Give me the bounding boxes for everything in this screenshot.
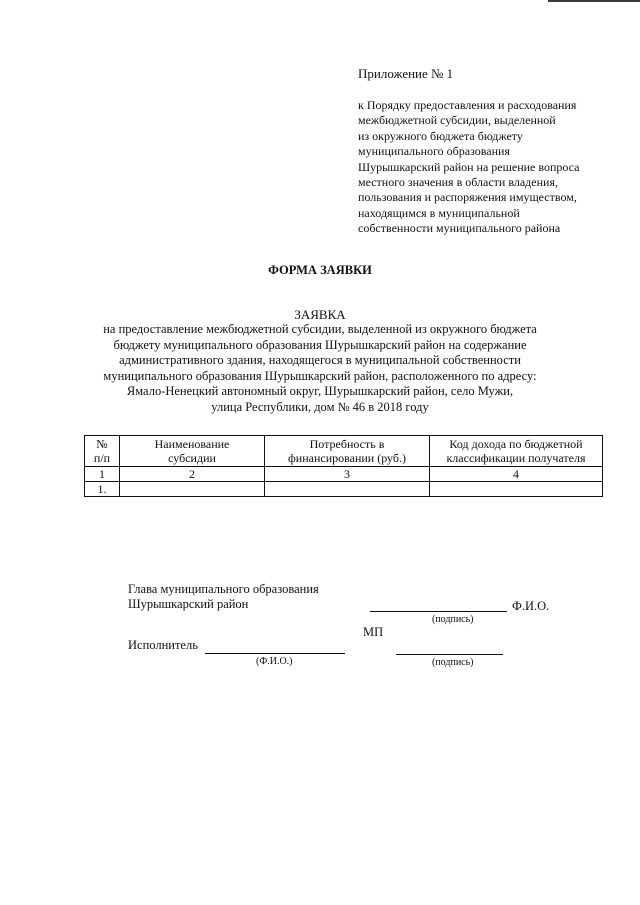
- table-cell: 3: [265, 467, 430, 482]
- application-subtitle: [100, 322, 540, 415]
- header-text: Наименование: [154, 437, 230, 451]
- header-number: [85, 436, 120, 467]
- executor-signature-caption: (подпись): [432, 657, 474, 668]
- appendix-text: [358, 98, 618, 237]
- table-cell: 1: [85, 467, 120, 482]
- appendix-line: пользования и распоряжения имуществом,: [358, 190, 577, 205]
- appendix-line: из окружного бюджета бюджету: [358, 128, 523, 143]
- appendix-line: местного значения в области владения,: [358, 175, 558, 190]
- table-row: [85, 467, 603, 482]
- head-title-line1: Глава муниципального образования: [128, 582, 319, 596]
- form-title: ФОРМА ЗАЯВКИ: [268, 263, 372, 277]
- stamp-place: МП: [363, 625, 384, 639]
- scan-edge-mark: [548, 0, 640, 2]
- appendix-line: собственности муниципального района: [358, 221, 561, 236]
- application-line: муниципального образования Шурышкарский район, расположенного по адресу:: [103, 368, 537, 383]
- table-cell: 2: [120, 467, 265, 482]
- head-fio: Ф.И.О.: [512, 599, 550, 613]
- head-signature-line: [370, 611, 507, 612]
- header-text: субсидии: [168, 451, 216, 465]
- application-line: административного здания, находящегося в муниципальной собственности: [119, 353, 521, 367]
- table-cell: [430, 482, 603, 497]
- table-cell: 1.: [85, 482, 120, 497]
- subsidy-table: [84, 435, 603, 497]
- header-income-code: [430, 436, 603, 467]
- application-title: ЗАЯВКА: [294, 307, 346, 322]
- application-line: Ямало-Ненецкий автономный округ, Шурышкарский район, село Мужи,: [126, 384, 514, 398]
- table-cell: [265, 482, 430, 497]
- appendix-line: находящимся в муниципальной: [358, 205, 520, 220]
- header-text: №: [96, 437, 108, 451]
- table-header-row: [85, 436, 603, 467]
- executor-signature-line: [396, 654, 503, 655]
- header-text: Код дохода по бюджетной: [449, 437, 583, 451]
- table-cell: [120, 482, 265, 497]
- table-row: [85, 482, 603, 497]
- executor-fio-line: [205, 653, 345, 654]
- head-title-line2: Шурышкарский район: [128, 597, 249, 611]
- application-line: улица Республики, дом № 46 в 2018 году: [211, 399, 429, 414]
- executor-label: Исполнитель: [128, 638, 198, 652]
- application-line: на предоставление межбюджетной субсидии, выделенной из окружного бюджета: [103, 322, 537, 336]
- head-signature-caption: (подпись): [432, 614, 474, 625]
- appendix-line: межбюджетной субсидии, выделенной: [358, 113, 556, 128]
- header-text: классификации получателя: [446, 451, 586, 465]
- header-subsidy-name: [120, 436, 265, 467]
- header-text: Потребность в: [309, 437, 385, 451]
- appendix-title: Приложение № 1: [358, 66, 454, 81]
- appendix-line: Шурышкарский район на решение вопроса: [358, 159, 580, 174]
- executor-fio-caption: (Ф.И.О.): [256, 656, 293, 667]
- application-line: бюджету муниципального образования Шурышкарский район на содержание: [113, 337, 527, 352]
- appendix-line: муниципального образования: [358, 144, 510, 159]
- header-text: финансировании (руб.): [288, 451, 406, 465]
- header-text: п/п: [93, 451, 111, 465]
- header-financing-need: [265, 436, 430, 467]
- table-cell: 4: [430, 467, 603, 482]
- appendix-line: к Порядку предоставления и расходования: [358, 98, 577, 112]
